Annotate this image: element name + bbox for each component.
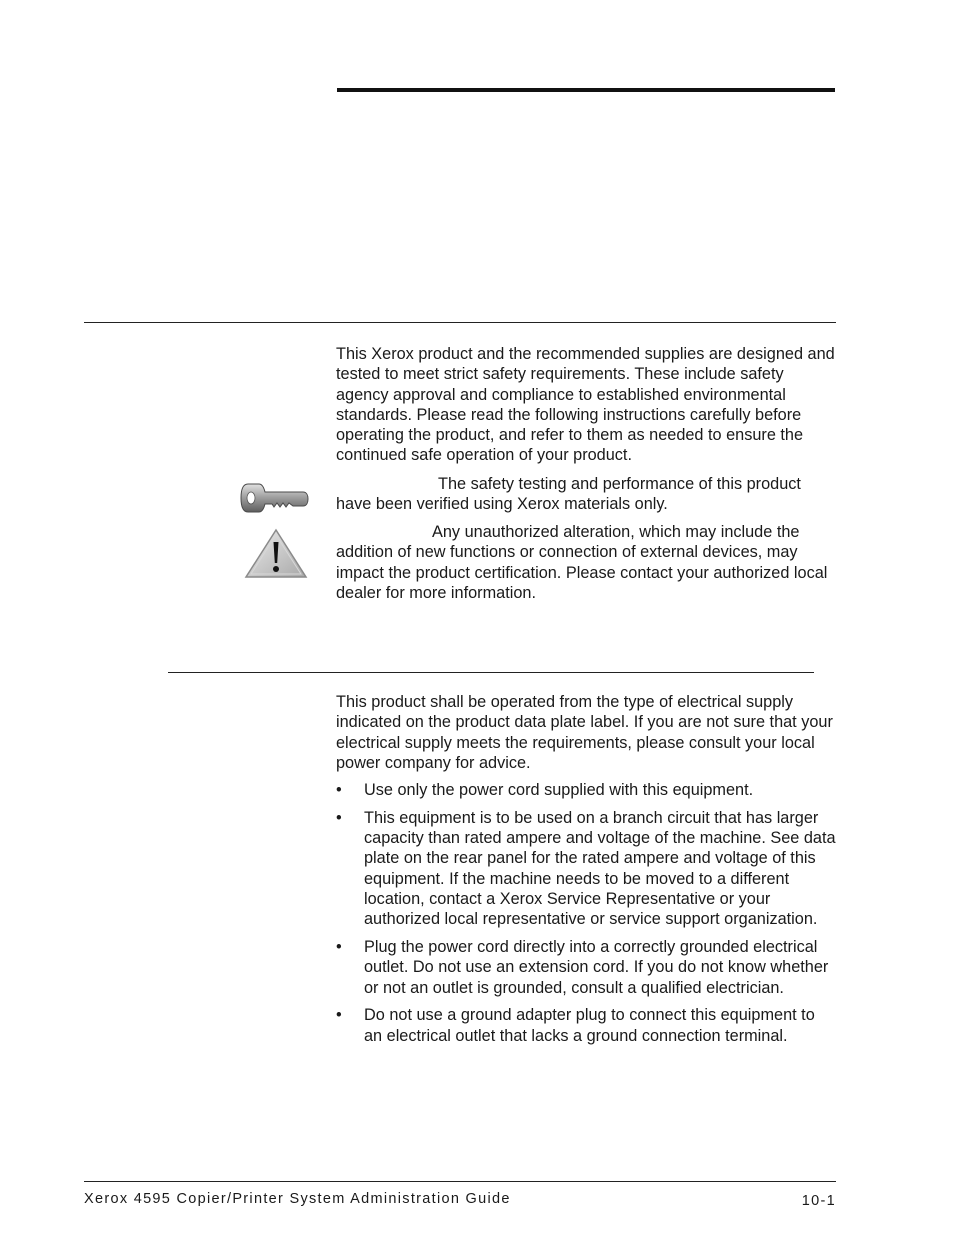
list-item-text: This equipment is to be used on a branch circuit that has larger capacity than rated ampere and voltage of the machine. See data plate on the rear panel for the rated ampere and voltage of this equipment. If the machine needs to be moved to a different location, contact a Xerox Service Representative or your authorized local representative or service support organization. [364,808,836,929]
safety-intro-paragraph: This Xerox product and the recommended supplies are designed and tested to meet strict safety requirements. These include safety agency approval and compliance to established environmental standards. Please read the following instructions carefully before operating the product, and refer to them as needed to ensure the continued safe operation of your product. [336,345,835,465]
list-item-text: Plug the power cord directly into a correctly grounded electrical outlet. Do not use an extension cord. If you do not know whether or not an outlet is grounded, consult a qualified electrician. [364,938,829,997]
list-item-text: Do not use a ground adapter plug to connect this equipment to an electrical outlet that lacks a ground connection terminal. [364,1006,815,1045]
key-note-text: The safety testing and performance of this product have been verified using Xerox materials only. [336,475,801,514]
warning-triangle-icon [244,528,308,585]
key-icon [240,480,310,521]
chapter-title-rule [337,88,835,92]
list-item [336,808,836,930]
warning-note-text: Any unauthorized alteration, which may include the addition of new functions or connection of external devices, may impact the product certification. Please contact your authorized local dealer for more information. [336,523,828,602]
list-item [336,1005,836,1046]
list-item [336,937,836,998]
footer-rule [84,1181,836,1182]
footer-document-title: Xerox 4595 Copier/Printer System Administration Guide [84,1191,511,1207]
list-item [336,780,836,800]
electrical-intro-paragraph: This product shall be operated from the type of electrical supply indicated on the product data plate label. If you are not sure that your electrical supply meets the requirements, please consult your local power company for advice. [336,693,833,772]
bullet-marker: • [336,781,342,799]
list-item-text: Use only the power cord supplied with this equipment. [364,781,754,799]
section-divider-safety [84,322,836,323]
section-divider-electrical [168,672,814,673]
bullet-marker: • [336,1006,342,1025]
electrical-bullet-list [336,780,836,1054]
footer-page-number: 10-1 [801,1193,836,1209]
bullet-marker: • [336,808,342,827]
key-note-paragraph [336,474,836,515]
bullet-marker: • [336,938,342,957]
warning-note-paragraph [336,522,836,603]
